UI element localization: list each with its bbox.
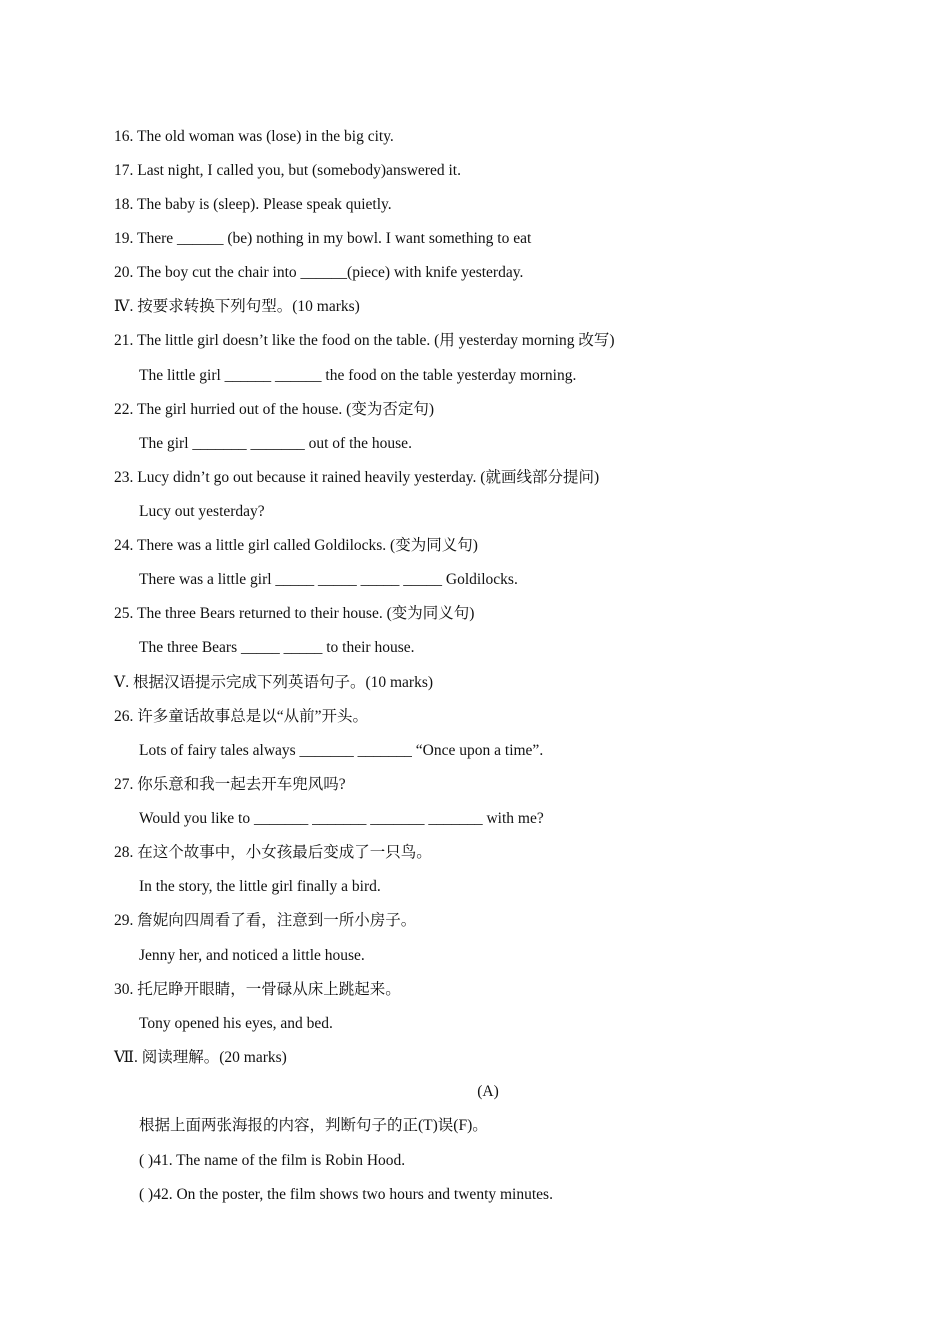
question-17: 17. Last night, I called you, but (somebody)answered it.: [114, 162, 461, 179]
answer-25: The three Bears _____ _____ to their house.: [139, 639, 415, 656]
answer-23: Lucy out yesterday?: [139, 503, 265, 520]
answer-29: Jenny her, and noticed a little house.: [139, 947, 365, 964]
question-25: 25. The three Bears returned to their house. (变为同义句): [114, 605, 475, 622]
answer-30: Tony opened his eyes, and bed.: [139, 1015, 333, 1032]
question-30: 30. 托尼睁开眼睛，一骨碌从床上跳起来。: [114, 981, 401, 998]
answer-24: There was a little girl _____ _____ _____ _____ Goldilocks.: [139, 571, 518, 588]
answer-27: Would you like to _______ _______ _______ _______ with me?: [139, 810, 544, 827]
section-4-heading: Ⅳ. 按要求转换下列句型。(10 marks): [114, 298, 360, 315]
question-23: 23. Lucy didn’t go out because it rained heavily yesterday. (就画线部分提问): [114, 469, 600, 486]
question-21: 21. The little girl doesn’t like the food on the table. (用 yesterday morning 改写): [114, 332, 615, 349]
answer-21: The little girl ______ ______ the food on the table yesterday morning.: [139, 367, 577, 384]
question-42: ( )42. On the poster, the film shows two hours and twenty minutes.: [139, 1186, 553, 1203]
question-19: 19. There ______ (be) nothing in my bowl. I want something to eat: [114, 230, 532, 247]
reading-instructions: 根据上面两张海报的内容，判断句子的正(T)误(F)。: [139, 1117, 488, 1134]
question-24: 24. There was a little girl called Goldilocks. (变为同义句): [114, 537, 478, 554]
question-20: 20. The boy cut the chair into ______(piece) with knife yesterday.: [114, 264, 524, 281]
question-18: 18. The baby is (sleep). Please speak quietly.: [114, 196, 392, 213]
question-41: ( )41. The name of the film is Robin Hood.: [139, 1152, 406, 1169]
section-5-heading: Ⅴ. 根据汉语提示完成下列英语句子。(10 marks): [114, 674, 434, 691]
answer-26: Lots of fairy tales always _______ _______ “Once upon a time”.: [139, 742, 544, 759]
question-22: 22. The girl hurried out of the house. (变为否定句): [114, 401, 434, 418]
question-28: 28. 在这个故事中，小女孩最后变成了一只鸟。: [114, 844, 432, 861]
question-27: 27. 你乐意和我一起去开车兜风吗?: [114, 776, 346, 793]
passage-a-heading: (A): [477, 1083, 499, 1100]
question-29: 29. 詹妮向四周看了看，注意到一所小房子。: [114, 912, 417, 929]
answer-28: In the story, the little girl finally a bird.: [139, 878, 381, 895]
answer-22: The girl _______ _______ out of the house.: [139, 435, 412, 452]
section-7-heading: Ⅶ. 阅读理解。(20 marks): [114, 1049, 287, 1066]
question-16: 16. The old woman was (lose) in the big city.: [114, 128, 394, 145]
question-26: 26. 许多童话故事总是以“从前”开头。: [114, 708, 369, 725]
